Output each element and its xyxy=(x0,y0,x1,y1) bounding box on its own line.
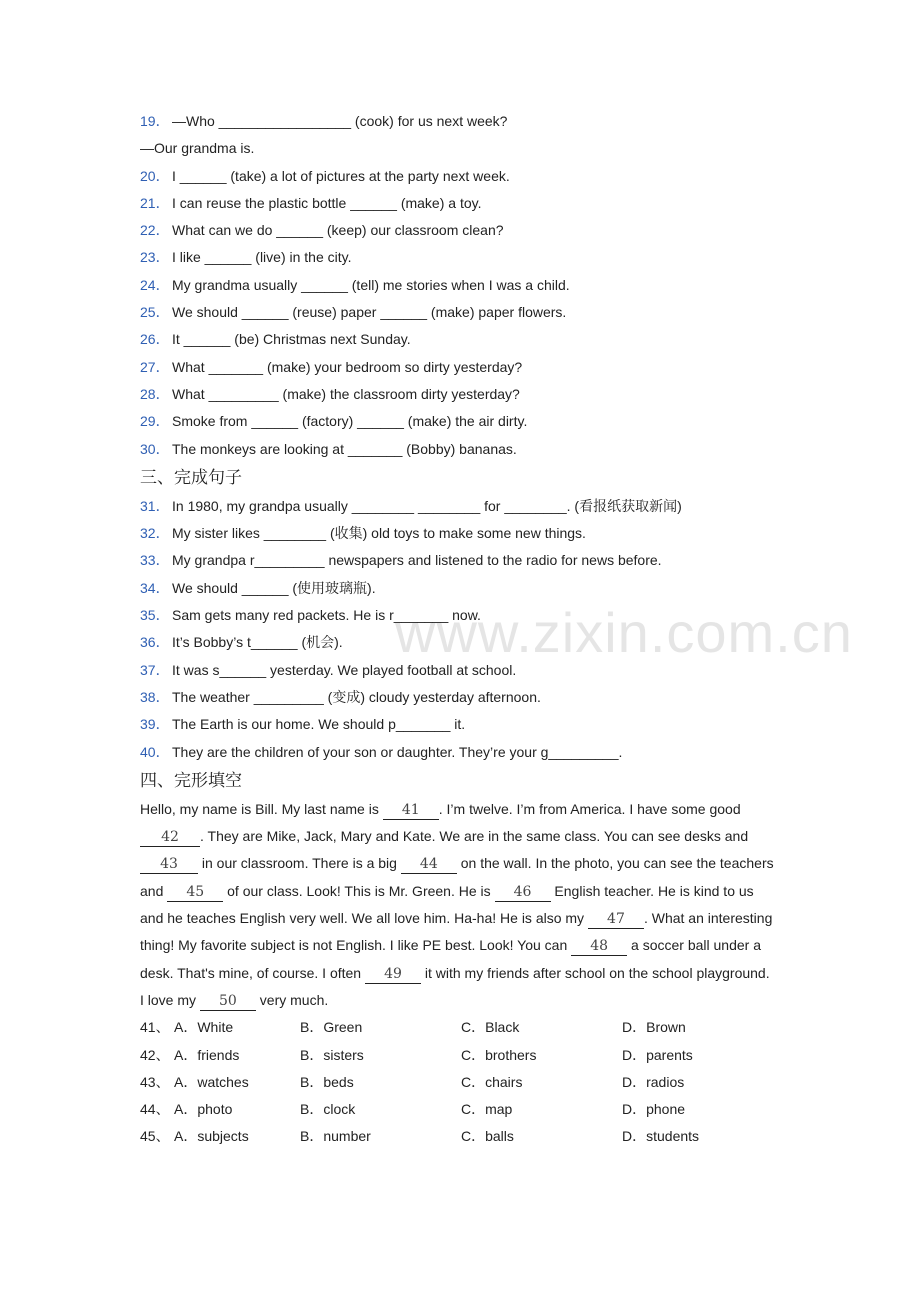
cloze-text: of our class. Look! This is Mr. Green. He is xyxy=(223,882,495,899)
question-line xyxy=(140,436,790,463)
option-d: D．Brown xyxy=(622,1019,686,1036)
question-text: The Earth is our home. We should p_______ it. xyxy=(172,716,466,733)
question-number: 38． xyxy=(140,688,170,705)
option-b: B．beds xyxy=(300,1073,354,1090)
question-number: 29． xyxy=(140,413,170,430)
question-text: What _________ (make) the classroom dirty yesterday? xyxy=(172,385,520,402)
section3-heading: 三、完成句子 xyxy=(140,467,242,488)
question-number: 32． xyxy=(140,525,170,542)
question-line xyxy=(140,272,790,299)
cloze-text: Hello, my name is Bill. My last name is xyxy=(140,800,383,817)
question-text: —Who _________________ (cook) for us next week? xyxy=(172,113,508,129)
option-question-number: 42、 xyxy=(140,1046,170,1063)
question-text: It ______ (be) Christmas next Sunday. xyxy=(172,331,411,348)
question-text: I like ______ (live) in the city. xyxy=(172,249,352,266)
question-text: My sister likes ________ (收集) old toys to make some new things. xyxy=(172,525,586,542)
options-row xyxy=(140,1014,790,1041)
cloze-blank-47: 47 xyxy=(588,910,644,929)
question-line xyxy=(140,108,790,135)
question-text: The weather _________ (变成) cloudy yesterday afternoon. xyxy=(172,688,541,705)
cloze-blank-43: 43 xyxy=(140,855,198,874)
question-line xyxy=(140,299,790,326)
option-b: B．clock xyxy=(300,1101,356,1118)
question-number: 20． xyxy=(140,167,170,184)
question-text: They are the children of your son or daughter. They’re your g_________. xyxy=(172,743,623,760)
question-line xyxy=(140,684,790,711)
question-text: It’s Bobby’s t______ (机会). xyxy=(172,634,343,651)
question-number: 30． xyxy=(140,440,170,457)
cloze-blank-45: 45 xyxy=(167,883,223,902)
question-number: 31． xyxy=(140,497,170,514)
cloze-text: in our classroom. There is a big xyxy=(198,855,401,872)
question-number: 34． xyxy=(140,579,170,596)
cloze-blank-46: 46 xyxy=(495,883,551,902)
cloze-blank-50: 50 xyxy=(200,992,256,1011)
options-row xyxy=(140,1069,790,1096)
question-number: 24． xyxy=(140,276,170,293)
question-number: 21． xyxy=(140,194,170,211)
cloze-blank-42: 42 xyxy=(140,828,200,847)
option-d: D．phone xyxy=(622,1101,686,1118)
options-row xyxy=(140,1096,790,1123)
cloze-blank-44: 44 xyxy=(401,855,457,874)
option-a: A．friends xyxy=(174,1046,240,1063)
option-b: B．sisters xyxy=(300,1046,364,1063)
question-line xyxy=(140,217,790,244)
question-line xyxy=(140,190,790,217)
question-line xyxy=(140,381,790,408)
option-question-number: 45、 xyxy=(140,1128,170,1145)
question-number: 26． xyxy=(140,331,170,348)
cloze-text: it with my friends after school on the school playground. xyxy=(420,964,770,981)
option-c: C．brothers xyxy=(461,1046,537,1063)
cloze-text: I love my xyxy=(140,991,200,1008)
cloze-blank-48: 48 xyxy=(571,937,627,956)
option-b: B．Green xyxy=(300,1019,363,1036)
question-line xyxy=(140,602,790,629)
option-c: C．map xyxy=(461,1101,513,1118)
cloze-paragraph xyxy=(140,987,780,1014)
option-c: C．Black xyxy=(461,1019,520,1036)
option-a: A．subjects xyxy=(174,1128,249,1145)
options-table xyxy=(140,1014,790,1150)
cloze-text: a soccer ball under a desk. That's mine, of course. I often xyxy=(140,937,761,981)
cloze-text: very much. xyxy=(255,991,329,1008)
question-line xyxy=(140,163,790,190)
option-c: C．chairs xyxy=(461,1073,523,1090)
question-line xyxy=(140,575,790,602)
worksheet-page xyxy=(140,108,790,1151)
question-number: 22． xyxy=(140,222,170,239)
question-number: 40． xyxy=(140,743,170,760)
watermark: www.zixin.com.cn xyxy=(395,601,853,664)
options-row xyxy=(140,1042,790,1069)
cloze-blank-41: 41 xyxy=(383,801,439,820)
question-line xyxy=(140,739,790,766)
question-line xyxy=(140,135,790,162)
question-line xyxy=(140,326,790,353)
question-text: I can reuse the plastic bottle ______ (make) a toy. xyxy=(172,194,482,211)
cloze-text: . I’m twelve. I’m from America. I have some good xyxy=(438,800,741,817)
section2-list xyxy=(140,108,790,463)
question-text: What _______ (make) your bedroom so dirty yesterday? xyxy=(172,358,523,375)
question-number: 36． xyxy=(140,634,170,651)
question-text: In 1980, my grandpa usually ________ ________ for ________. (看报纸获取新闻) xyxy=(172,497,682,514)
question-number: 33． xyxy=(140,552,170,569)
question-text: We should ______ (使用玻璃瓶). xyxy=(172,579,376,596)
option-a: A．watches xyxy=(174,1073,249,1090)
option-d: D．radios xyxy=(622,1073,685,1090)
question-text: I ______ (take) a lot of pictures at the party next week. xyxy=(172,167,510,184)
question-text: My grandpa r_________ newspapers and listened to the radio for news before. xyxy=(172,552,662,569)
option-question-number: 44、 xyxy=(140,1101,170,1118)
question-text: —Our grandma is. xyxy=(140,140,255,157)
cloze-text: . What an interesting thing! My favorite subject is not English. I like PE best. Look! You can xyxy=(140,910,773,954)
question-line xyxy=(140,657,790,684)
option-question-number: 41、 xyxy=(140,1019,170,1036)
question-text: We should ______ (reuse) paper ______ (make) paper flowers. xyxy=(172,304,567,321)
question-text: What can we do ______ (keep) our classroom clean? xyxy=(172,222,504,239)
question-line xyxy=(140,493,790,520)
question-line xyxy=(140,408,790,435)
question-number: 25． xyxy=(140,304,170,321)
option-a: A．White xyxy=(174,1019,234,1036)
option-c: C．balls xyxy=(461,1128,514,1145)
cloze-text: English teacher. He is kind to us and he teaches English very well. We all love him. Ha-ha! He is also my xyxy=(140,882,754,927)
question-number: 37． xyxy=(140,661,170,678)
question-line xyxy=(140,629,790,656)
option-a: A．photo xyxy=(174,1101,233,1118)
question-line xyxy=(140,520,790,547)
question-text: My grandma usually ______ (tell) me stories when I was a child. xyxy=(172,276,570,293)
question-text: Smoke from ______ (factory) ______ (make) the air dirty. xyxy=(172,413,528,430)
option-b: B．number xyxy=(300,1128,371,1145)
cloze-text: on the wall. In the photo, you can see the teachers and xyxy=(140,855,774,899)
section3-list xyxy=(140,493,790,766)
cloze-text: . They are Mike, Jack, Mary and Kate. We are in the same class. You can see desks and xyxy=(200,828,749,845)
cloze-blank-49: 49 xyxy=(365,965,421,984)
question-text: It was s______ yesterday. We played football at school. xyxy=(172,661,517,678)
question-line xyxy=(140,711,790,738)
option-question-number: 43、 xyxy=(140,1073,170,1090)
cloze-paragraph xyxy=(140,796,780,987)
question-number: 23． xyxy=(140,249,170,266)
question-text: Sam gets many red packets. He is r_______ now. xyxy=(172,607,481,624)
section4-heading: 四、完形填空 xyxy=(140,770,242,791)
option-d: D．students xyxy=(622,1128,700,1145)
options-row xyxy=(140,1123,790,1150)
option-d: D．parents xyxy=(622,1046,693,1063)
question-line xyxy=(140,244,790,271)
question-number: 39． xyxy=(140,716,170,733)
question-number: 27． xyxy=(140,358,170,375)
question-text: The monkeys are looking at _______ (Bobby) bananas. xyxy=(172,440,517,457)
question-number: 19． xyxy=(140,113,170,129)
question-number: 35． xyxy=(140,607,170,624)
question-line xyxy=(140,547,790,574)
question-number: 28． xyxy=(140,385,170,402)
question-line xyxy=(140,354,790,381)
